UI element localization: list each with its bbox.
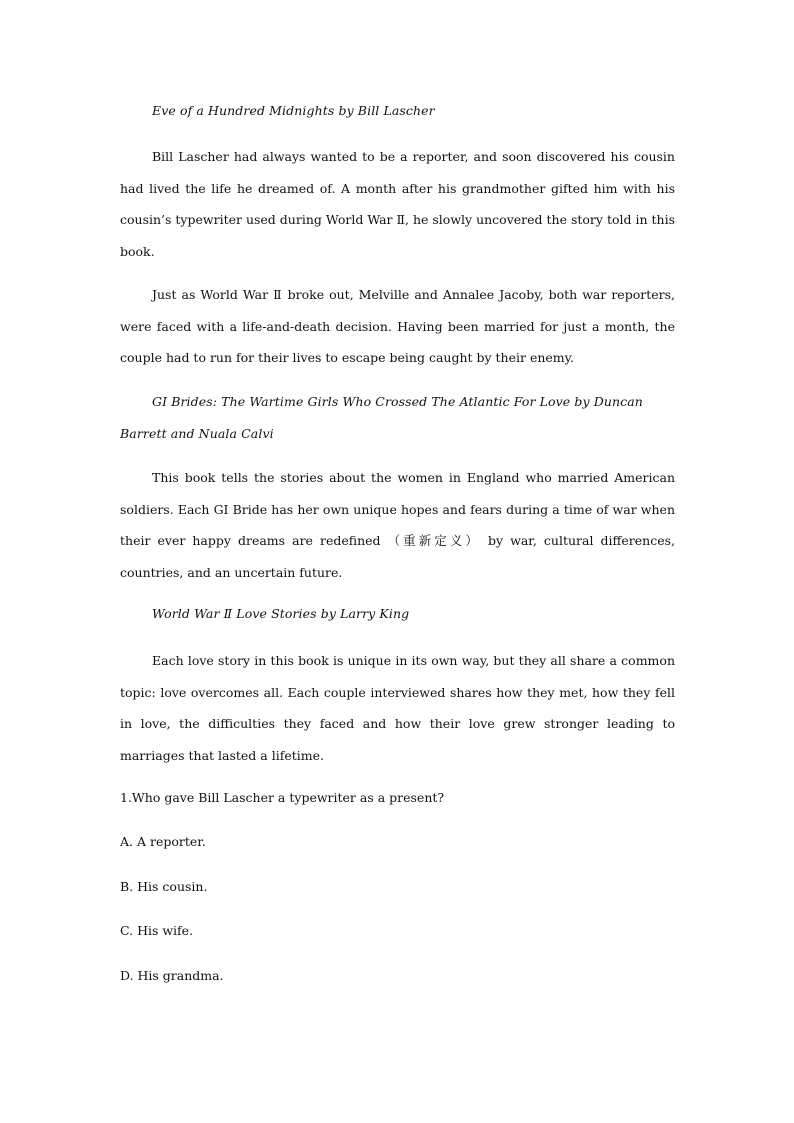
option-c: C. His wife. — [120, 923, 194, 938]
book-1-paragraph-1: Bill Lascher had always wanted to be a reporter, and soon discovered his cousin had lived the life he dreamed of. A month after his grandmother gifted him with his cousin’s typewriter used during World War Ⅱ, he slowly uncovered the story told in this book. — [120, 149, 675, 259]
option-a: A. A reporter. — [120, 834, 206, 849]
book-1-paragraph-2: Just as World War Ⅱ broke out, Melville and Annalee Jacoby, both war reporters, were faced with a life-and-death decision. Having been married for just a month, the couple had to run for their lives to escape being caught by their enemy. — [120, 287, 675, 365]
question-stem: 1.Who gave Bill Lascher a typewriter as a present? — [120, 790, 445, 805]
book-title-3: World War Ⅱ Love Stories by Larry King — [152, 606, 410, 621]
option-d: D. His grandma. — [120, 968, 224, 983]
book-title-1: Eve of a Hundred Midnights by Bill Lascher — [152, 103, 435, 118]
book-2-paragraph-1: This book tells the stories about the women in England who married American soldiers. Each GI Bride has her own unique hopes and fears during a time of war when their ever happy dreams are redefined （重新定义） by war, cultural differences, countries, and an uncertain future. — [120, 470, 675, 580]
book-title-2: GI Brides: The Wartime Girls Who Crossed The Atlantic For Love by Duncan Barrett and Nuala Calvi — [120, 394, 643, 441]
option-b: B. His cousin. — [120, 879, 208, 894]
book-3-paragraph-1: Each love story in this book is unique in its own way, but they all share a common topic: love overcomes all. Each couple interviewed shares how they met, how they fell in love, the difficulties they faced and how their love grew stronger leading to marriages that lasted a lifetime. — [120, 653, 675, 763]
